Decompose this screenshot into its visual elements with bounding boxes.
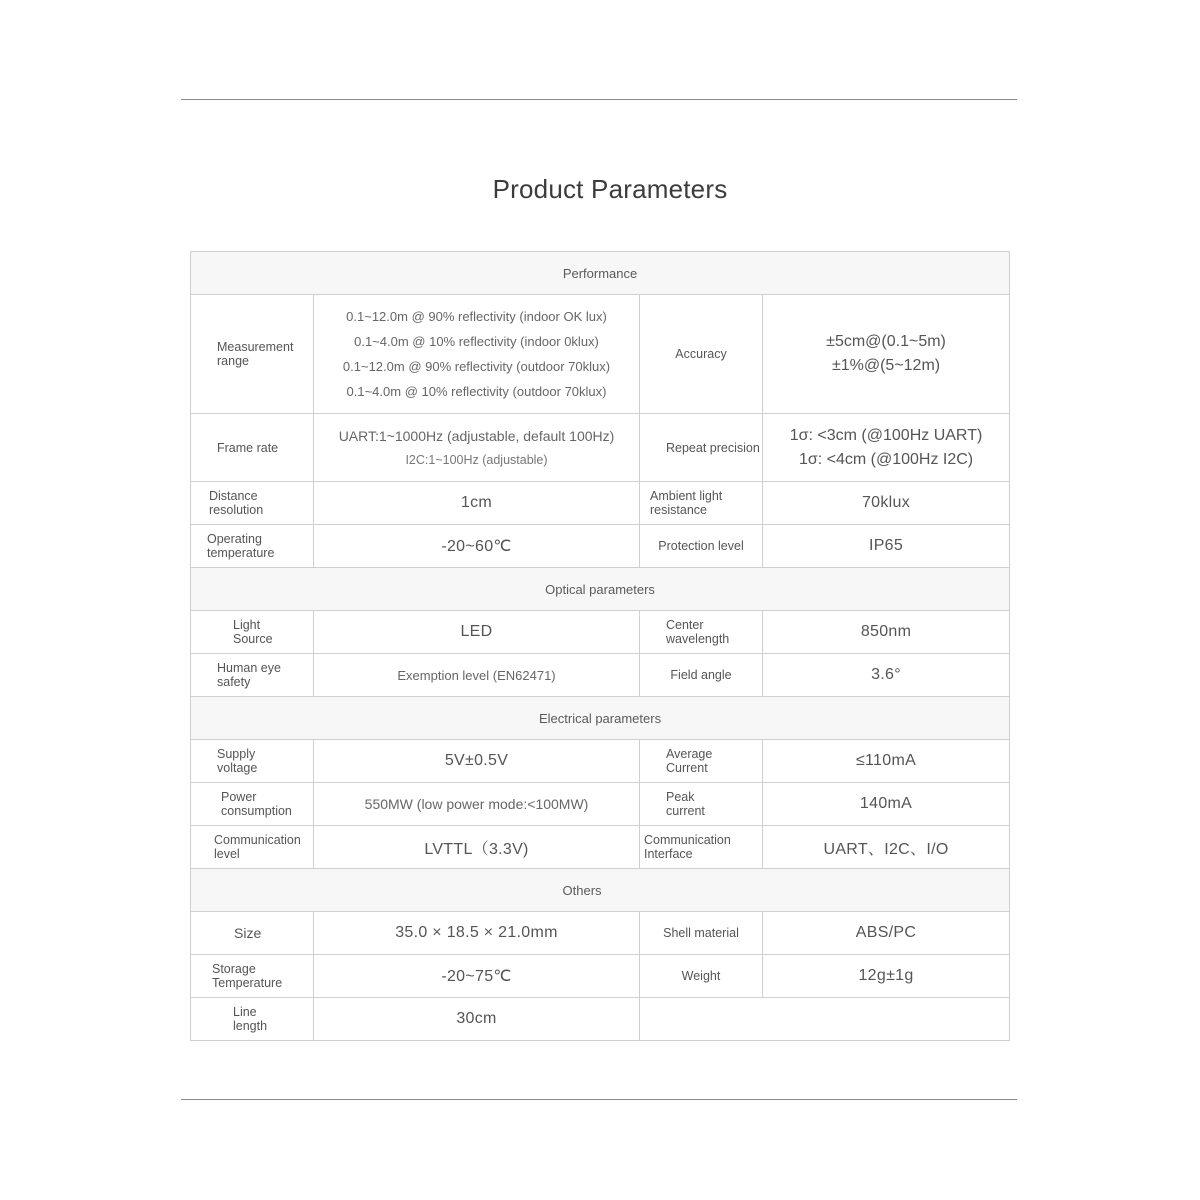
size-value: 35.0 × 18.5 × 21.0mm [314, 912, 640, 955]
frame-rate-values [314, 414, 640, 482]
parameters-table [190, 251, 1010, 1041]
center-wavelength-value: 850nm [763, 611, 1010, 654]
table-row [191, 482, 1010, 525]
measurement-range-label: Measurement range [217, 340, 294, 368]
line-length-label: Line length [233, 1005, 268, 1033]
line-length-value: 30cm [314, 998, 640, 1041]
page-title: Product Parameters [492, 174, 728, 204]
shell-material-label: Shell material [663, 926, 739, 940]
table-row [191, 525, 1010, 568]
peak-current-label: Peak current [666, 790, 705, 818]
communication-level-value: LVTTL（3.3V) [314, 826, 640, 869]
weight-value: 12g±1g [763, 955, 1010, 998]
measurement-range-value: 0.1~4.0m @ 10% reflectivity (outdoor 70klux) [346, 384, 607, 399]
measurement-range-value: 0.1~12.0m @ 90% reflectivity (indoor OK lux) [346, 309, 607, 324]
empty-cell [640, 998, 1010, 1041]
section-row-others [191, 869, 1010, 912]
section-row-optical [191, 568, 1010, 611]
ambient-light-value: 70klux [763, 482, 1010, 525]
frame-rate-label: Frame rate [217, 440, 279, 455]
table-row [191, 912, 1010, 955]
power-consumption-value: 550MW (low power mode:<100MW) [314, 783, 640, 826]
light-source-value: LED [314, 611, 640, 654]
storage-temperature-label: Storage Temperature [212, 962, 283, 990]
accuracy-value: ±1%@(5~12m) [831, 357, 941, 374]
frame-rate-value: UART:1~1000Hz (adjustable, default 100Hz) [338, 427, 615, 444]
communication-interface-value: UART、I2C、I/O [763, 826, 1010, 869]
table-row [191, 654, 1010, 697]
operating-temperature-label: Operating temperature [207, 532, 275, 560]
repeat-precision-label: Repeat precision [666, 440, 760, 455]
eye-safety-label: Human eye safety [217, 661, 281, 689]
communication-level-label: Communication level [214, 833, 301, 861]
center-wavelength-label: Center wavelength [666, 618, 730, 646]
table-row [191, 783, 1010, 826]
field-angle-value: 3.6° [763, 654, 1010, 697]
table-row [191, 998, 1010, 1041]
weight-label: Weight [681, 969, 721, 983]
repeat-precision-value: 1σ: <4cm (@100Hz I2C) [798, 450, 974, 468]
supply-voltage-value: 5V±0.5V [314, 740, 640, 783]
distance-resolution-value: 1cm [314, 482, 640, 525]
section-row-electrical [191, 697, 1010, 740]
table-row [191, 295, 1010, 414]
protection-level-label: Protection level [658, 539, 744, 553]
section-header-performance: Performance [191, 252, 1010, 295]
distance-resolution-label: Distance resolution [209, 489, 264, 517]
size-label: Size [234, 925, 262, 941]
section-row-performance [191, 252, 1010, 295]
section-header-others: Others [191, 869, 1010, 912]
measurement-range-value: 0.1~4.0m @ 10% reflectivity (indoor 0klux) [354, 334, 599, 349]
top-divider [181, 99, 1017, 100]
section-header-electrical: Electrical parameters [191, 697, 1010, 740]
repeat-precision-value: 1σ: <3cm (@100Hz UART) [789, 426, 983, 444]
accuracy-values [763, 295, 1010, 414]
eye-safety-value: Exemption level (EN62471) [314, 654, 640, 697]
supply-voltage-label: Supply voltage [217, 747, 258, 775]
peak-current-value: 140mA [763, 783, 1010, 826]
average-current-label: Average Current [666, 747, 713, 775]
table-row [191, 740, 1010, 783]
protection-level-value: IP65 [763, 525, 1010, 568]
light-source-label: Light Source [233, 618, 273, 646]
field-angle-label: Field angle [670, 668, 732, 682]
table-row [191, 611, 1010, 654]
frame-rate-value: I2C:1~100Hz (adjustable) [405, 452, 548, 467]
shell-material-value: ABS/PC [763, 912, 1010, 955]
accuracy-value: ±5cm@(0.1~5m) [826, 333, 946, 350]
ambient-light-label: Ambient light resistance [650, 489, 723, 517]
power-consumption-label: Power consumption [221, 790, 292, 818]
average-current-value: ≤110mA [763, 740, 1010, 783]
table-row [191, 826, 1010, 869]
measurement-range-value: 0.1~12.0m @ 90% reflectivity (outdoor 70klux) [342, 359, 611, 374]
repeat-precision-values [763, 414, 1010, 482]
storage-temperature-value: -20~75℃ [314, 955, 640, 998]
accuracy-label: Accuracy [675, 347, 727, 361]
bottom-divider [181, 1099, 1017, 1100]
section-header-optical: Optical parameters [191, 568, 1010, 611]
table-row [191, 414, 1010, 482]
operating-temperature-value: -20~60℃ [314, 525, 640, 568]
measurement-range-values [314, 295, 640, 414]
communication-interface-label: Communication Interface [644, 833, 731, 861]
table-row [191, 955, 1010, 998]
